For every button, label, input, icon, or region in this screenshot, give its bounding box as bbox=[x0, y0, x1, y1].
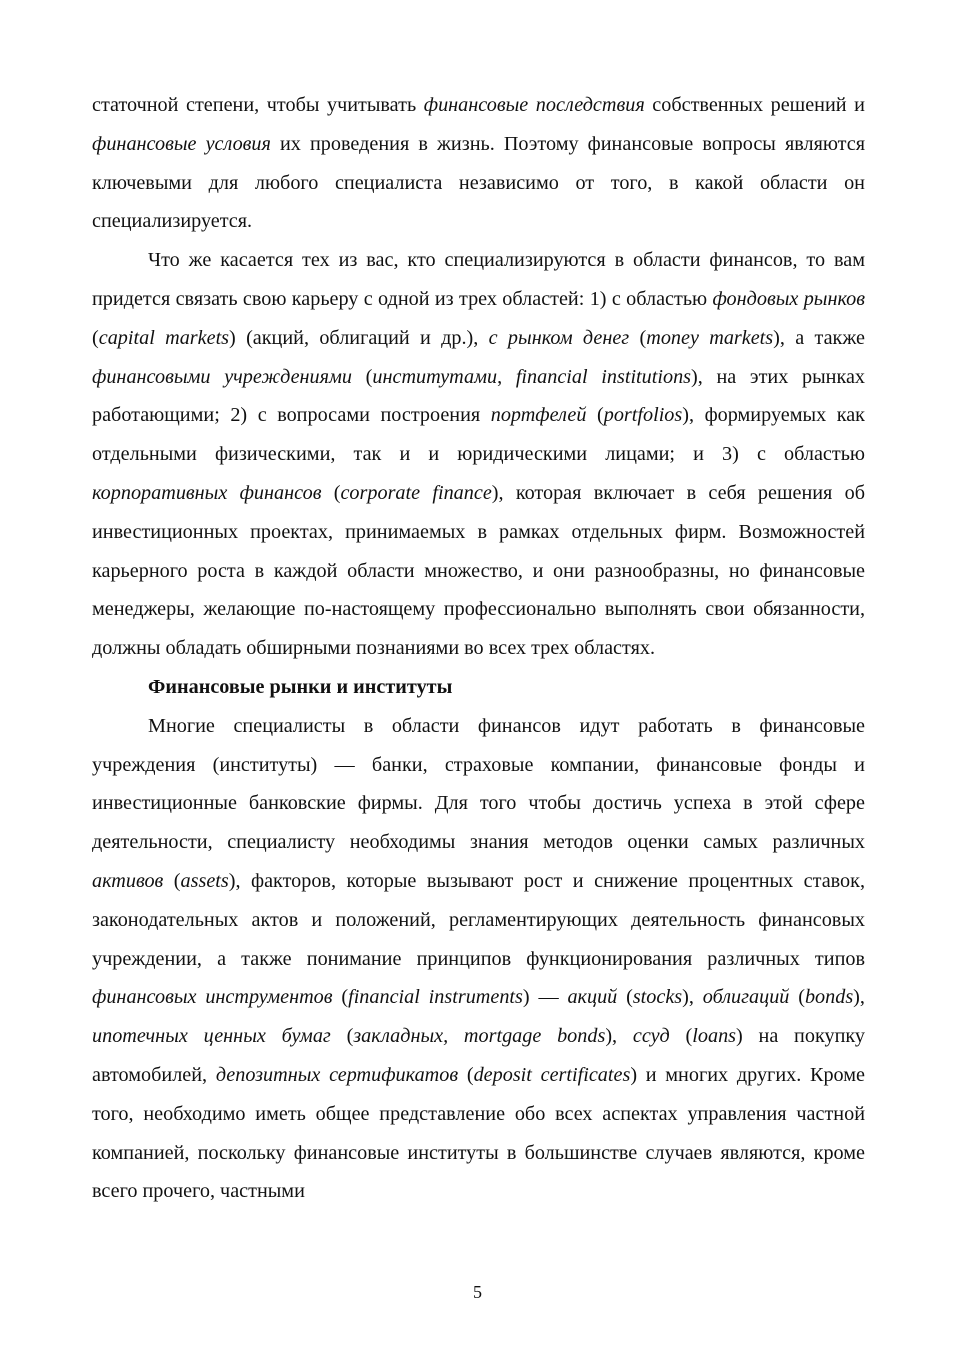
italic-term: облигаций bbox=[702, 986, 790, 1009]
italic-term: ипотечных ценных бумаг bbox=[92, 1025, 331, 1048]
italic-term: ссуд bbox=[632, 1025, 670, 1048]
italic-term: депозитных сертификатов bbox=[215, 1063, 459, 1086]
italic-term: финансовыми учреждениями bbox=[92, 365, 352, 388]
italic-term: акций bbox=[567, 986, 618, 1009]
italic-term: portfolios bbox=[603, 404, 683, 427]
paragraph-3: Многие специалисты в области финансов идут работать в финансовые учреждения (институты) — банки, страховые компании, финансовые фонды и инвестиционные банковские фирмы. Для того чтобы достичь успеха в этой сфере деятельности, специалисту необходимы знания методов оценки самых различных активов (assets), факторов, которые вызывают рост и снижение процентных ставок, законодательных актов и положений, регламентирующих деятельность финансовых учреждении, а также понимание принципов функционирования различных типов финансовых инструментов (financial instruments) — акций (stocks), облигаций (bonds), ипотечных ценных бумаг (закладных, mortgage bonds), ссуд (loans) на покупку автомобилей, депозитных сертификатов (deposit certificates) и многих других. Кроме того, необходимо иметь общее представление обо всех аспектах управления частной компанией, поскольку финансовые институты в большинстве случаев являются, кроме всего прочего, частными bbox=[92, 714, 865, 1203]
italic-term: с рынком денег bbox=[488, 326, 630, 349]
italic-term: money markets bbox=[646, 326, 774, 349]
document-body bbox=[92, 86, 865, 1211]
paragraph-1: статочной степени, чтобы учитывать финансовые последствия собственных решений и финансовые условия их проведения в жизнь. Поэтому финансовые вопросы являются ключевыми для любого специалиста независимо от того, в какой области он специализируется. bbox=[92, 94, 865, 233]
italic-term: financial institutions bbox=[515, 365, 692, 388]
italic-term: финансовых инструментов bbox=[92, 986, 333, 1009]
italic-term: deposit certificates bbox=[473, 1063, 631, 1086]
italic-term: финансовые условия bbox=[92, 132, 271, 155]
italic-term: закладных, mortgage bonds bbox=[353, 1025, 606, 1048]
italic-term: финансовые последствия bbox=[423, 94, 645, 116]
italic-term: stocks bbox=[632, 986, 683, 1009]
italic-term: портфелей bbox=[490, 404, 587, 427]
section-heading: Финансовые рынки и институты bbox=[148, 675, 453, 698]
italic-term: assets bbox=[180, 869, 229, 892]
italic-term: financial instruments bbox=[348, 986, 523, 1009]
italic-term: capital markets bbox=[98, 326, 230, 349]
page-number: 5 bbox=[473, 1282, 482, 1302]
italic-term: corporate finance bbox=[340, 481, 492, 504]
italic-term: loans bbox=[692, 1025, 737, 1048]
italic-term: фондовых рынков bbox=[712, 287, 865, 310]
italic-term: институтами bbox=[372, 365, 498, 388]
italic-term: активов bbox=[92, 869, 164, 892]
italic-term: bonds bbox=[804, 986, 854, 1009]
italic-term: корпоративных финансов bbox=[92, 481, 322, 504]
paragraph-2: Что же касается тех из вас, кто специализируются в области финансов, то вам придется связать свою карьеру с одной из трех областей: 1) с областью фондовых рынков (capital markets) (акций, облигаций и др.), с рынком денег (money markets), а также финансовыми учреждениями (институтами, financial institutions), на этих рынках работающими; 2) с вопросами построения портфелей (portfolios), формируемых как отдельными физическими, так и и юридическими лицами; и 3) с областью корпоративных финансов (corporate finance), которая включает в себя решения об инвестиционных проектах, принимаемых в рамках отдельных фирм. Возможностей карьерного роста в каждой области множество, и они разнообразны, но финансовые менеджеры, желающие по-настоящему профессионально выполнять свои обязанности, должны обладать обширными познаниями во всех трех областях. bbox=[92, 249, 866, 660]
